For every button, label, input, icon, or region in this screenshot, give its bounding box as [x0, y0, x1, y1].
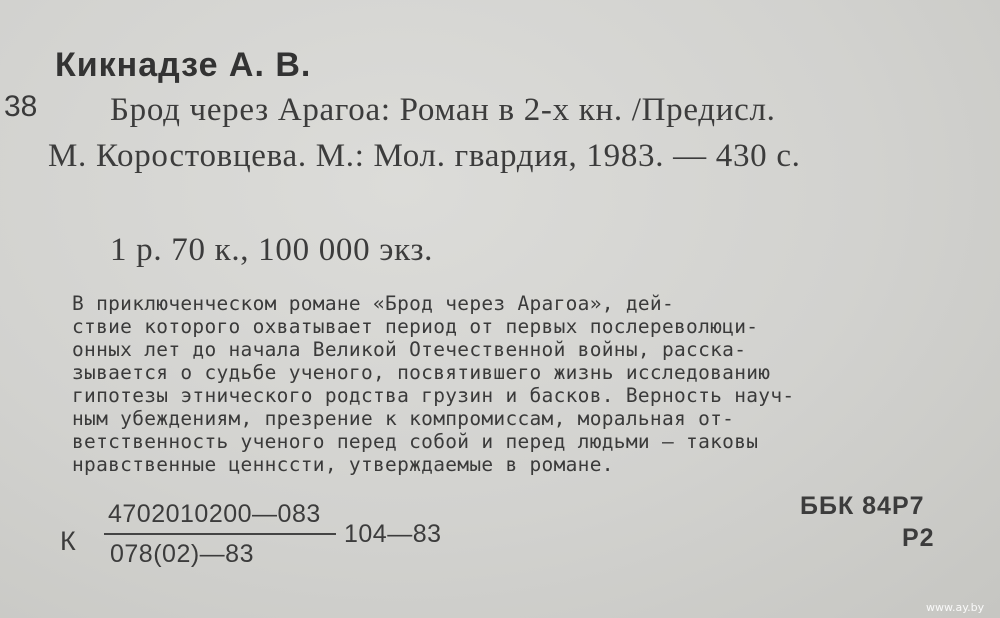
- abstract-line: ствие которого охватывает период от первых послереволюци-: [72, 315, 759, 338]
- catalog-letter: К: [60, 526, 76, 556]
- abstract-line: онных лет до начала Великой Отечественной войны, расска-: [72, 338, 747, 361]
- catalog-order-number: 104—83: [344, 520, 442, 548]
- title-line-1: Брод через Арагоа: Роман в 2-х кн. /Предисл.: [110, 92, 776, 128]
- catalog-denominator: 078(02)—83: [110, 540, 254, 568]
- abstract-line: ветственность ученого перед собой и перед людьми — таковы: [72, 430, 759, 453]
- abstract-line: В приключенческом романе «Брод через Арагоа», дей-: [72, 292, 674, 315]
- catalog-index: 38: [4, 90, 38, 123]
- abstract-line: нравственные ценнссти, утверждаемые в романе.: [72, 453, 614, 476]
- fraction-bar: [104, 533, 336, 535]
- price-and-print-run: 1 р. 70 к., 100 000 экз.: [110, 232, 434, 268]
- title-line-2: М. Коростовцева. М.: Мол. гвардия, 1983. — 430 с.: [48, 138, 801, 174]
- bbk-code: Р2: [902, 524, 935, 552]
- author-name: Кикнадзе А. В.: [55, 46, 312, 84]
- abstract-line: зывается о судьбе ученого, посвятившего жизнь исследованию: [72, 361, 771, 384]
- abstract-line: гипотезы этнического родства грузин и басков. Верность науч-: [72, 384, 795, 407]
- bbk-label: ББК 84Р7: [800, 492, 925, 520]
- watermark: www.ay.by: [926, 601, 985, 614]
- catalog-numerator: 4702010200—083: [108, 500, 321, 528]
- abstract-line: ным убеждениям, презрение к компромиссам, моральная от-: [72, 407, 735, 430]
